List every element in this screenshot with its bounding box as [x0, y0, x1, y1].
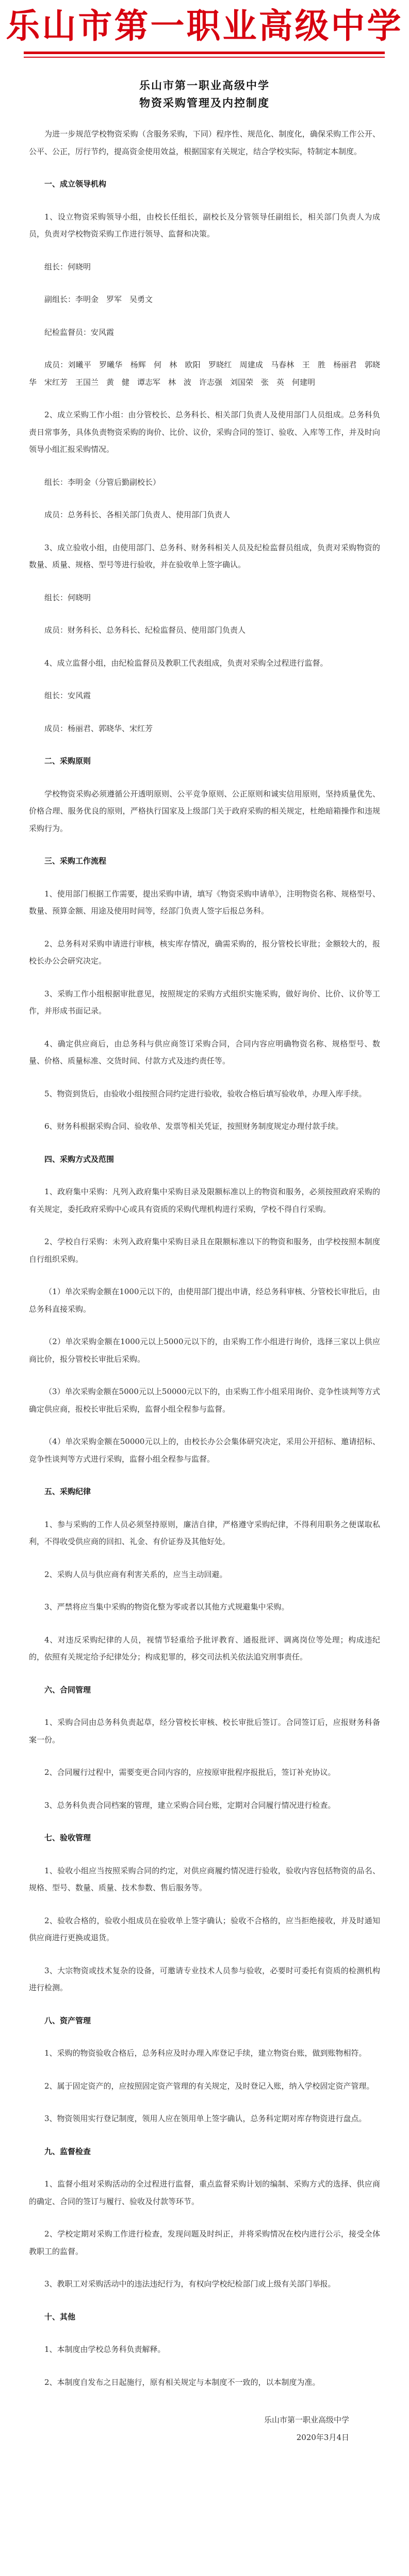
document-body	[29, 126, 380, 2446]
section-heading: 一、成立领导机构	[44, 179, 107, 189]
letterhead-school-name: 乐山市第一职业高级中学	[6, 6, 403, 46]
body-paragraph: 组长：何晓明	[44, 592, 91, 602]
section-heading: 八、资产管理	[44, 2015, 91, 2025]
section-heading: 五、采购纪律	[44, 1487, 91, 1496]
body-paragraph: 1、设立物资采购领导小组，由校长任组长，副校长及分管领导任副组长，相关部门负责人为成员，负责对学校物资采购工作进行领导、监督和决策。	[29, 212, 380, 239]
signature-date: 2020年3月4日	[296, 2432, 349, 2442]
body-paragraph: 2、学校定期对采购工作进行检查，发现问题及时纠正，并将采购情况在校内进行公示，接受全体教职工的监督。	[29, 2229, 380, 2256]
body-paragraph: 2、本制度自发布之日起施行，原有相关规定与本制度不一致的，以本制度为准。	[44, 2377, 320, 2387]
body-paragraph: 1、本制度由学校总务科负责解释。	[44, 2345, 166, 2354]
body-paragraph: 纪检监督员：安风霞	[44, 327, 114, 337]
body-paragraph: 2、采购人员与供应商有利害关系的，应当主动回避。	[44, 1569, 227, 1579]
body-paragraph: 组长：安风霞	[44, 691, 91, 700]
body-paragraph: 1、验收小组应当按照采购合同的约定，对供应商履约情况进行验收，验收内容包括物资的品名、规格、型号、数量、质量、技术参数、售后服务等。	[29, 1866, 380, 1892]
body-paragraph: 2、合同履行过程中，需要变更合同内容的，应按原审批程序报批后，签订补充协议。	[44, 1768, 336, 1777]
body-paragraph: 1、监督小组对采购活动的全过程进行监督，重点监督采购计划的编制、采购方式的选择、供应商的确定、合同的签订与履行、验收及付款等环节。	[29, 2179, 380, 2206]
signature-org: 乐山市第一职业高级中学	[264, 2415, 349, 2425]
body-paragraph: 3、物资领用实行登记制度，领用人应在领用单上签字确认，总务科定期对库存物资进行盘点。	[44, 2114, 367, 2123]
body-paragraph: 3、采购工作小组根据审批意见，按照规定的采购方式组织实施采购，做好询价、比价、议价等工作，并形成书面记录。	[29, 989, 380, 1015]
doc-title-line-2: 物资采购管理及内控制度	[139, 97, 270, 109]
body-paragraph: 2、属于固定资产的，应按照固定资产管理的有关规定，及时登记入账，纳入学校固定资产管理。	[44, 2081, 374, 2091]
body-paragraph: 2、学校自行采购：未列入政府集中采购目录且在限额标准以下的物资和服务，由学校按照本制度自行组织采购。	[29, 1237, 380, 1264]
section-heading: 九、监督检查	[44, 2146, 91, 2156]
body-paragraph: 为进一步规范学校物资采购（含服务采购，下同）程序性、规范化、制度化，确保采购工作公开、公平、公正，厉行节约，提高资金使用效益，根据国家有关规定，结合学校实际，特制定本制度。	[29, 129, 380, 156]
body-paragraph: 成员：总务科长、各相关部门负责人、使用部门负责人	[44, 510, 231, 519]
body-paragraph: 3、教职工对采购活动中的违法违纪行为，有权向学校纪检部门或上级有关部门举报。	[44, 2279, 336, 2289]
body-paragraph: 1、政府集中采购：凡列入政府集中采购目录及限额标准以上的物资和服务，必须按照政府采购的有关规定，委托政府采购中心或具有资质的采购代理机构进行采购，学校不得自行采购。	[29, 1187, 380, 1214]
section-heading: 六、合同管理	[44, 1685, 91, 1694]
body-paragraph: 副组长：李明金 罗军 吴勇文	[44, 295, 153, 304]
body-paragraph: 3、成立验收小组，由使用部门、总务科、财务科相关人员及纪检监督员组成，负责对采购物资的数量、质量、规格、型号等进行验收，并在验收单上签字确认。	[29, 543, 380, 569]
body-paragraph: 4、确定供应商后，由总务科与供应商签订采购合同，合同内容应明确物资名称、规格型号、数量、价格、质量标准、交货时间、付款方式及违约责任等。	[29, 1039, 380, 1065]
section-heading: 二、采购原则	[44, 756, 91, 766]
body-paragraph: 组长：李明金（分管后勤副校长）	[44, 477, 161, 487]
section-heading: 十、其他	[44, 2312, 76, 2321]
letterhead-red-rule-thin	[24, 57, 385, 58]
letterhead-red-rule	[24, 52, 385, 54]
body-paragraph: 2、验收合格的，验收小组成员在验收单上签字确认；验收不合格的，应当拒绝接收，并及时通知供应商进行更换或退货。	[29, 1916, 380, 1942]
body-paragraph: 6、财务科根据采购合同、验收单、发票等相关凭证，按照财务制度规定办理付款手续。	[44, 1122, 343, 1131]
body-paragraph: 成员：杨丽君、郭晓华、宋红芳	[44, 723, 153, 733]
body-paragraph: 3、严禁将应当集中采购的物资化整为零或者以其他方式规避集中采购。	[44, 1602, 289, 1612]
body-paragraph: （3）单次采购金额在5000元以上50000元以下的，由采购工作小组采用询价、竞争性谈判等方式确定供应商，报校长审批后采购，监督小组全程参与监督。	[29, 1387, 380, 1414]
letterhead	[0, 0, 409, 66]
body-paragraph: 成员：刘曦平 罗曦华 杨辉 何 林 欧阳 罗晓红 周建成 马春林 王 胜 杨丽君 郭晓华 宋红芳 王国兰 黄 健 谭志军 林 波 许志强 刘国荣 张 英 何建明	[29, 360, 380, 387]
body-paragraph: 1、采购的物资验收合格后，总务科应及时办理入库登记手续，建立物资台账，做到账物相符。	[44, 2048, 367, 2058]
section-heading: 三、采购工作流程	[44, 856, 107, 866]
body-paragraph: （1）单次采购金额在1000元以下的，由使用部门提出申请，经总务科审核、分管校长审批后，由总务科直接采购。	[29, 1287, 380, 1314]
body-paragraph: 4、对违反采购纪律的人员，视情节轻重给予批评教育、通报批评、调离岗位等处理；构成违纪的，依照有关规定给予纪律处分；构成犯罪的，移交司法机关依法追究刑事责任。	[29, 1635, 380, 1662]
body-paragraph: 1、使用部门根据工作需要，提出采购申请，填写《物资采购申请单》，注明物资名称、规格型号、数量、预算金额、用途及使用时间等，经部门负责人签字后报总务科。	[29, 889, 380, 916]
body-paragraph: 2、成立采购工作小组：由分管校长、总务科长、相关部门负责人及使用部门人员组成。总务科负责日常事务，具体负责物资采购的询价、比价、议价，采购合同的签订、验收、入库等工作，并及时向领导小组汇报采购情况。	[29, 410, 380, 454]
body-paragraph: 3、大宗物资或技术复杂的设备，可邀请专业技术人员参与验收，必要时可委托有资质的检测机构进行检测。	[29, 1965, 380, 1992]
body-paragraph: （2）单次采购金额在1000元以上5000元以下的，由采购工作小组进行询价，选择三家以上供应商比价，报分管校长审批后采购。	[29, 1337, 380, 1364]
body-paragraph: 4、成立监督小组，由纪检监督员及教职工代表组成，负责对采购全过程进行监督。	[44, 658, 328, 668]
section-heading: 七、验收管理	[44, 1833, 91, 1842]
body-paragraph: 组长：何晓明	[44, 262, 91, 272]
body-paragraph: 成员：财务科长、总务科长、纪检监督员、使用部门负责人	[44, 625, 246, 635]
body-paragraph: 1、参与采购的工作人员必须坚持原则，廉洁自律，严格遵守采购纪律，不得利用职务之便谋取私利，不得收受供应商的回扣、礼金、有价证券及其他好处。	[29, 1519, 380, 1546]
body-paragraph: 学校物资采购必须遵循公开透明原则、公平竞争原则、公正原则和诚实信用原则，坚持质量优先、价格合理、服务优良的原则，严格执行国家及上级部门关于政府采购的相关规定，杜绝暗箱操作和违规采购行为。	[29, 789, 380, 833]
section-heading: 四、采购方式及范围	[44, 1154, 114, 1164]
body-paragraph: 2、总务科对采购申请进行审核，核实库存情况，确需采购的，报分管校长审批；金额较大的，报校长办公会研究决定。	[29, 939, 380, 965]
body-paragraph: （4）单次采购金额在50000元以上的，由校长办公会集体研究决定，采用公开招标、邀请招标、竞争性谈判等方式进行采购，监督小组全程参与监督。	[29, 1437, 380, 1464]
body-paragraph: 5、物资到货后，由验收小组按照合同约定进行验收，验收合格后填写验收单，办理入库手续。	[44, 1089, 367, 1098]
body-paragraph: 1、采购合同由总务科负责起草，经分管校长审核、校长审批后签订。合同签订后，应报财务科备案一份。	[29, 1718, 380, 1744]
doc-title-line-1: 乐山市第一职业高级中学	[139, 79, 270, 92]
body-paragraph: 3、总务科负责合同档案的管理，建立采购合同台账，定期对合同履行情况进行检查。	[44, 1800, 336, 1810]
